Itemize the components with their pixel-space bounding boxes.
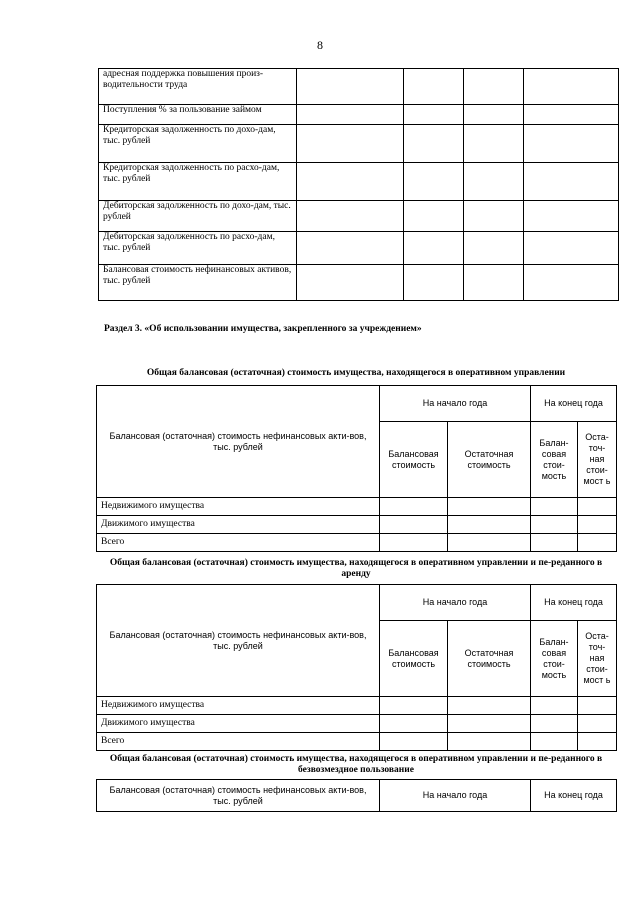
- table-row: [99, 163, 619, 201]
- row-header: Балансовая (остаточная) стоимость нефинансовых акти-вов, тыс. рублей: [97, 780, 380, 812]
- end-year-header: На конец года: [531, 585, 617, 621]
- balance-short-header: Балан-совая стои-мость: [531, 422, 578, 498]
- table-b-title: Общая балансовая (остаточная) стоимость имущества, находящегося в оперативном управлении и пе-реданного в аренду: [109, 558, 603, 579]
- row-label: Дебиторская задолженность по расхо-дам, тыс. рублей: [99, 232, 297, 265]
- property-table-lease: [96, 584, 617, 751]
- property-table-operational: [96, 385, 617, 552]
- row-label: Поступления % за пользование займом: [99, 105, 297, 125]
- residual-header: Остаточная стоимость: [448, 422, 531, 498]
- table-row: [97, 697, 617, 715]
- row-label: Дебиторская задолженность по дохо-дам, тыс. рублей: [99, 201, 297, 232]
- property-table-free-use: [96, 779, 617, 812]
- table-row: [99, 232, 619, 265]
- row-label: Балансовая стоимость нефинансовых активов, тыс. рублей: [99, 265, 297, 301]
- end-year-header: На конец года: [531, 386, 617, 422]
- end-year-header: На конец года: [531, 780, 617, 812]
- row-label: Кредиторская задолженность по дохо-дам, тыс. рублей: [99, 125, 297, 163]
- residual-short-header: Оста-точ-ная стои-мост ь: [578, 422, 617, 498]
- row-label: Всего: [97, 534, 380, 552]
- row-label: Кредиторская задолженность по расхо-дам, тыс. рублей: [99, 163, 297, 201]
- row-label: Недвижимого имущества: [97, 498, 380, 516]
- residual-header: Остаточная стоимость: [448, 621, 531, 697]
- table-row: [97, 516, 617, 534]
- balance-header: Балансовая стоимость: [380, 422, 448, 498]
- row-label: Всего: [97, 733, 380, 751]
- start-year-header: На начало года: [380, 780, 531, 812]
- row-header: Балансовая (остаточная) стоимость нефинансовых акти-вов, тыс. рублей: [97, 386, 380, 498]
- table-row: [99, 201, 619, 232]
- row-label: адресная поддержка повышения произ-водительности труда: [99, 69, 297, 105]
- table-row: [99, 125, 619, 163]
- balance-short-header: Балан-совая стои-мость: [531, 621, 578, 697]
- table-row: [97, 534, 617, 552]
- table-a-title: Общая балансовая (остаточная) стоимость имущества, находящегося в оперативном управлении: [146, 368, 566, 378]
- table-row: [99, 69, 619, 105]
- row-label: Недвижимого имущества: [97, 697, 380, 715]
- table-row: [97, 498, 617, 516]
- row-label: Движимого имущества: [97, 516, 380, 534]
- start-year-header: На начало года: [380, 585, 531, 621]
- balance-header: Балансовая стоимость: [380, 621, 448, 697]
- page-number: 8: [317, 38, 323, 52]
- row-label: Движимого имущества: [97, 715, 380, 733]
- table-row: [97, 715, 617, 733]
- section-heading: Раздел 3. «Об использовании имущества, закрепленного за учреждением»: [104, 324, 422, 334]
- indicators-table: [98, 68, 619, 301]
- table-row: [99, 105, 619, 125]
- table-row: [99, 265, 619, 301]
- table-row: [97, 733, 617, 751]
- residual-short-header: Оста-точ-ная стои-мост ь: [578, 621, 617, 697]
- table-c-title: Общая балансовая (остаточная) стоимость имущества, находящегося в оперативном управлении и пе-реданного в безвозмездное пользование: [109, 754, 603, 775]
- start-year-header: На начало года: [380, 386, 531, 422]
- row-header: Балансовая (остаточная) стоимость нефинансовых акти-вов, тыс. рублей: [97, 585, 380, 697]
